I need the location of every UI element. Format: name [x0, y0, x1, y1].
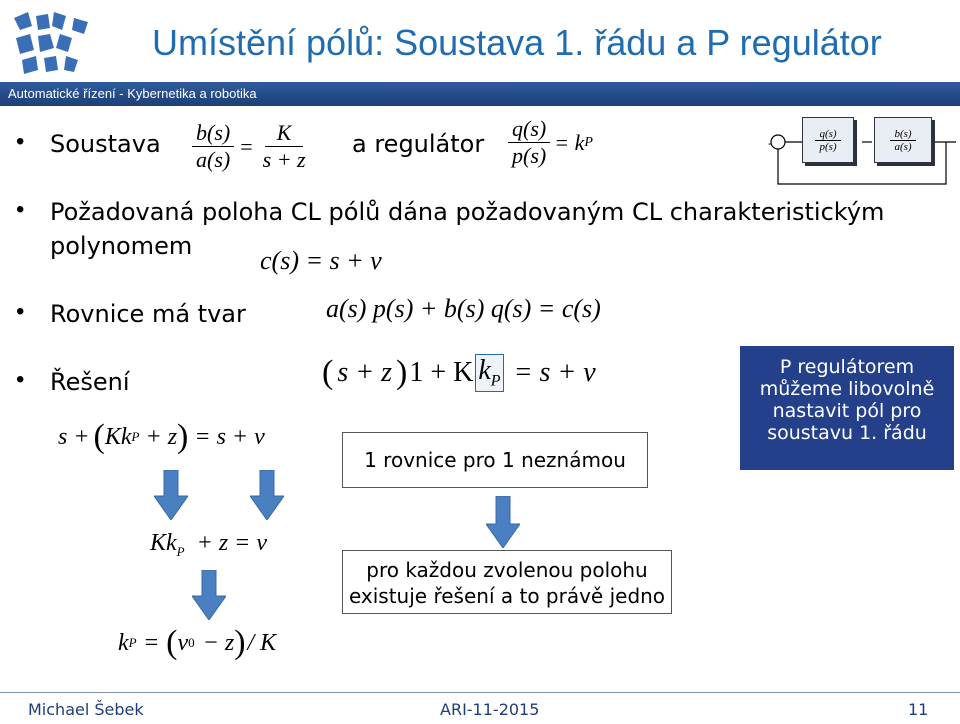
summing-junction [771, 135, 785, 149]
bullet-2-line2: polynomem [50, 232, 193, 260]
bullet-4-dot: • [16, 366, 25, 393]
bullet-1-mid: a regulátor [352, 130, 485, 158]
minus-sign: - [768, 136, 772, 150]
step1-s: s + [58, 423, 90, 450]
footer-code: ARI-11-2015 [440, 700, 540, 719]
note-solution-exists: pro každou zvolenou polohu existuje řešení a to právě jedno [342, 550, 672, 614]
down-arrow-icon [192, 570, 226, 620]
step3-right-paren: ) [234, 624, 246, 661]
down-arrow-icon [250, 470, 284, 520]
step1-right-paren: ) [177, 418, 189, 455]
derivation-step-1 [58, 418, 265, 456]
highlighted-gain [475, 354, 503, 392]
step3-equals: = [144, 629, 159, 656]
footer-divider [0, 692, 960, 693]
step1-z: + z [145, 423, 178, 450]
solution-right-paren: ) [396, 354, 408, 391]
footer-author: Michael Šebek [28, 700, 144, 719]
step3-div: / K [247, 629, 277, 656]
solution-gain: k [478, 355, 491, 387]
plant-block-num: b(s) [890, 128, 915, 141]
highlight-callout: P regulátorem můžeme libovolně nastavit pól pro soustavu 1. řádu [740, 346, 954, 470]
regulator-numerator: q(s) [508, 116, 550, 143]
regulator-block-num: q(s) [815, 128, 840, 141]
step3-gain-sub: P [128, 635, 137, 650]
step2-rest: + z = v [196, 530, 268, 556]
university-logo [8, 8, 98, 78]
plant-denominator: a(s) [196, 147, 231, 172]
solution-gain-sub: P [490, 372, 501, 390]
bullet-2-line1: Požadovaná poloha CL pólů dána požadovaným CL charakteristickým [50, 198, 885, 226]
bullet-1-label: Soustava [50, 130, 161, 158]
step2-gain-sub: P [176, 543, 185, 559]
plant-block [874, 117, 930, 161]
regulator-rhs: = k [554, 129, 585, 155]
solution-term-b: 1 + K [409, 357, 474, 388]
bullet-2-dot: • [16, 196, 25, 223]
solution-term-a: s + z [337, 357, 393, 388]
slide-title: Umístění pólů: Soustava 1. řádu a P regulátor [152, 22, 882, 63]
solution-equation [322, 354, 596, 392]
step2-gain: Kk [150, 530, 177, 556]
bullet-3-label: Rovnice má tvar [50, 300, 246, 328]
step3-z: − z [202, 629, 235, 656]
derivation-step-2 [150, 530, 267, 560]
regulator-block [802, 117, 852, 161]
note-one-equation: 1 rovnice pro 1 neznámou [342, 432, 648, 488]
step1-gain-sub: P [131, 429, 140, 444]
regulator-block-den: p(s) [819, 140, 837, 153]
step1-rhs: = s + v [194, 423, 265, 450]
plant-equals: = [240, 133, 253, 159]
solution-left-paren: ( [322, 354, 334, 391]
plant-transfer-function [192, 120, 310, 173]
bullet-1-dot: • [16, 128, 25, 155]
plant-rhs-denominator: s + z [262, 147, 306, 172]
solution-term-c: = s + ν [513, 357, 596, 388]
subtitle-bar [0, 82, 960, 106]
diophantine-equation: a(s) p(s) + b(s) q(s) = c(s) [326, 294, 601, 323]
characteristic-polynomial: c(s) = s + v [260, 246, 382, 275]
plant-numerator: b(s) [192, 120, 234, 147]
regulator-rhs-sub: P [584, 134, 593, 150]
step1-gain: Kk [104, 423, 132, 450]
plant-rhs-numerator: K [265, 120, 304, 147]
step3-v: v [177, 629, 189, 656]
bullet-3-dot: • [16, 298, 25, 325]
step1-left-paren: ( [93, 418, 105, 455]
subtitle: Automatické řízení - Kybernetika a robotika [8, 86, 257, 101]
step3-v-sub: 0 [188, 635, 195, 650]
step3-left-paren: ( [166, 624, 178, 661]
regulator-transfer-function [508, 116, 593, 169]
page-number: 11 [908, 700, 929, 719]
regulator-denominator: p(s) [512, 143, 547, 168]
plant-block-den: a(s) [894, 140, 912, 153]
down-arrow-icon [154, 470, 188, 520]
step3-gain: k [118, 629, 129, 656]
bullet-4-label: Řešení [50, 368, 130, 396]
derivation-step-3 [118, 624, 276, 662]
down-arrow-icon [486, 496, 520, 548]
